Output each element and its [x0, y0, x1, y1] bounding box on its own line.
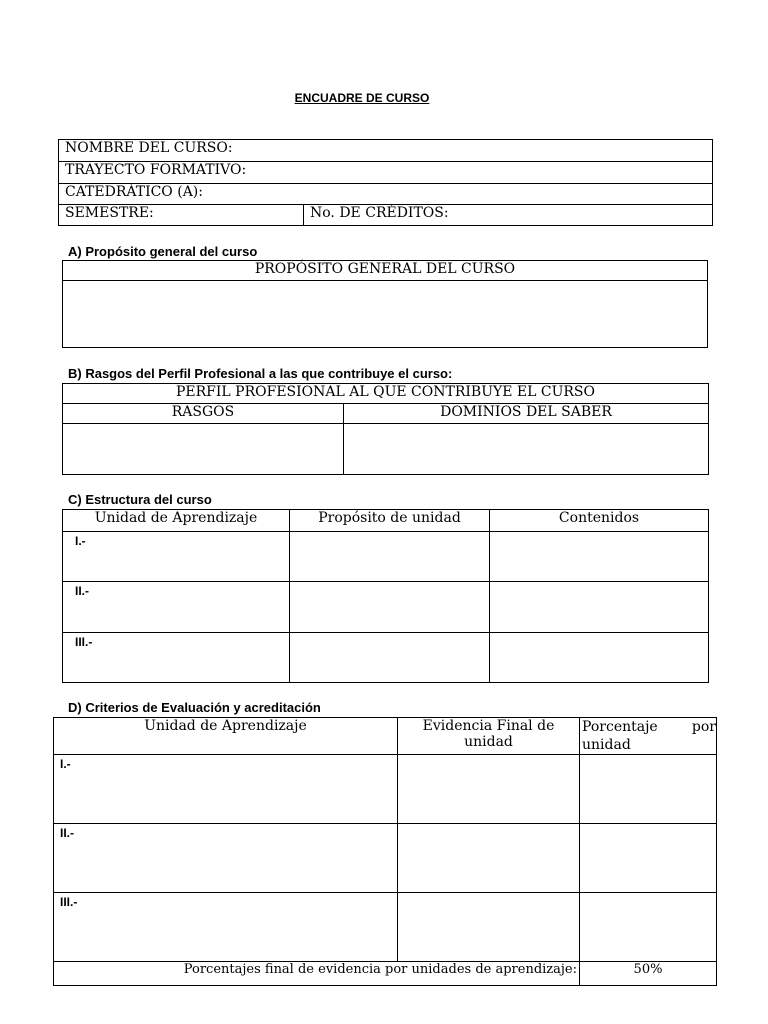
- evaluation-cell[interactable]: [580, 755, 717, 824]
- evaluation-cell[interactable]: [580, 893, 717, 962]
- structure-cell[interactable]: [490, 532, 709, 582]
- domains-column-header: DOMINIOS DEL SABER: [344, 404, 709, 424]
- course-name-field[interactable]: NOMBRE DEL CURSO:: [59, 140, 713, 162]
- evaluation-col-percent: [580, 718, 717, 755]
- evaluation-row-label: I.-: [54, 755, 398, 824]
- evaluation-cell[interactable]: [398, 755, 580, 824]
- evaluation-row-label: III.-: [54, 893, 398, 962]
- structure-row-label: III.-: [63, 633, 290, 683]
- evaluation-total-value[interactable]: 50%: [580, 962, 717, 986]
- percent-header-word: unidad: [582, 737, 631, 753]
- evaluation-col-unit: Unidad de Aprendizaje: [54, 718, 398, 755]
- structure-cell[interactable]: [290, 532, 490, 582]
- formative-path-field[interactable]: TRAYECTO FORMATIVO:: [59, 162, 713, 184]
- structure-row-label: I.-: [63, 532, 290, 582]
- evaluation-cell[interactable]: [398, 824, 580, 893]
- traits-cell[interactable]: [63, 424, 344, 475]
- profile-table-header: PERFIL PROFESIONAL AL QUE CONTRIBUYE EL CURSO: [63, 384, 709, 404]
- structure-col-contents: Contenidos: [490, 510, 709, 532]
- purpose-table: [62, 260, 708, 348]
- purpose-cell[interactable]: [63, 281, 708, 348]
- structure-cell[interactable]: [490, 633, 709, 683]
- instructor-field[interactable]: CATEDRÁTICO (A):: [59, 184, 713, 205]
- credits-field[interactable]: No. DE CRÉDITOS:: [304, 205, 713, 226]
- section-d-heading: D) Criterios de Evaluación y acreditación: [68, 700, 321, 715]
- course-info-table: [58, 139, 713, 226]
- evaluation-row-label: II.-: [54, 824, 398, 893]
- semester-field[interactable]: SEMESTRE:: [59, 205, 304, 226]
- document-title: ENCUADRE DE CURSO: [294, 91, 430, 105]
- section-a-heading: A) Propósito general del curso: [68, 244, 258, 259]
- section-b-heading: B) Rasgos del Perfil Profesional a las que contribuye el curso:: [68, 366, 453, 381]
- section-c-heading: C) Estructura del curso: [68, 492, 212, 507]
- evaluation-total-label: Porcentajes final de evidencia por unidades de aprendizaje:: [54, 962, 580, 986]
- evaluation-table: [53, 717, 717, 986]
- percent-header-word: Porcentaje: [582, 719, 658, 735]
- evaluation-cell[interactable]: [398, 893, 580, 962]
- domains-cell[interactable]: [344, 424, 709, 475]
- evaluation-col-evidence: Evidencia Final de unidad: [398, 718, 580, 755]
- profile-table: [62, 383, 709, 475]
- structure-cell[interactable]: [490, 582, 709, 633]
- traits-column-header: RASGOS: [63, 404, 344, 424]
- structure-col-unit: Unidad de Aprendizaje: [63, 510, 290, 532]
- structure-row-label: II.-: [63, 582, 290, 633]
- purpose-table-header: PROPÓSITO GENERAL DEL CURSO: [63, 261, 708, 281]
- percent-header-word: por: [691, 719, 716, 735]
- evaluation-cell[interactable]: [580, 824, 717, 893]
- structure-cell[interactable]: [290, 633, 490, 683]
- structure-col-purpose: Propósito de unidad: [290, 510, 490, 532]
- structure-table: [62, 509, 709, 683]
- structure-cell[interactable]: [290, 582, 490, 633]
